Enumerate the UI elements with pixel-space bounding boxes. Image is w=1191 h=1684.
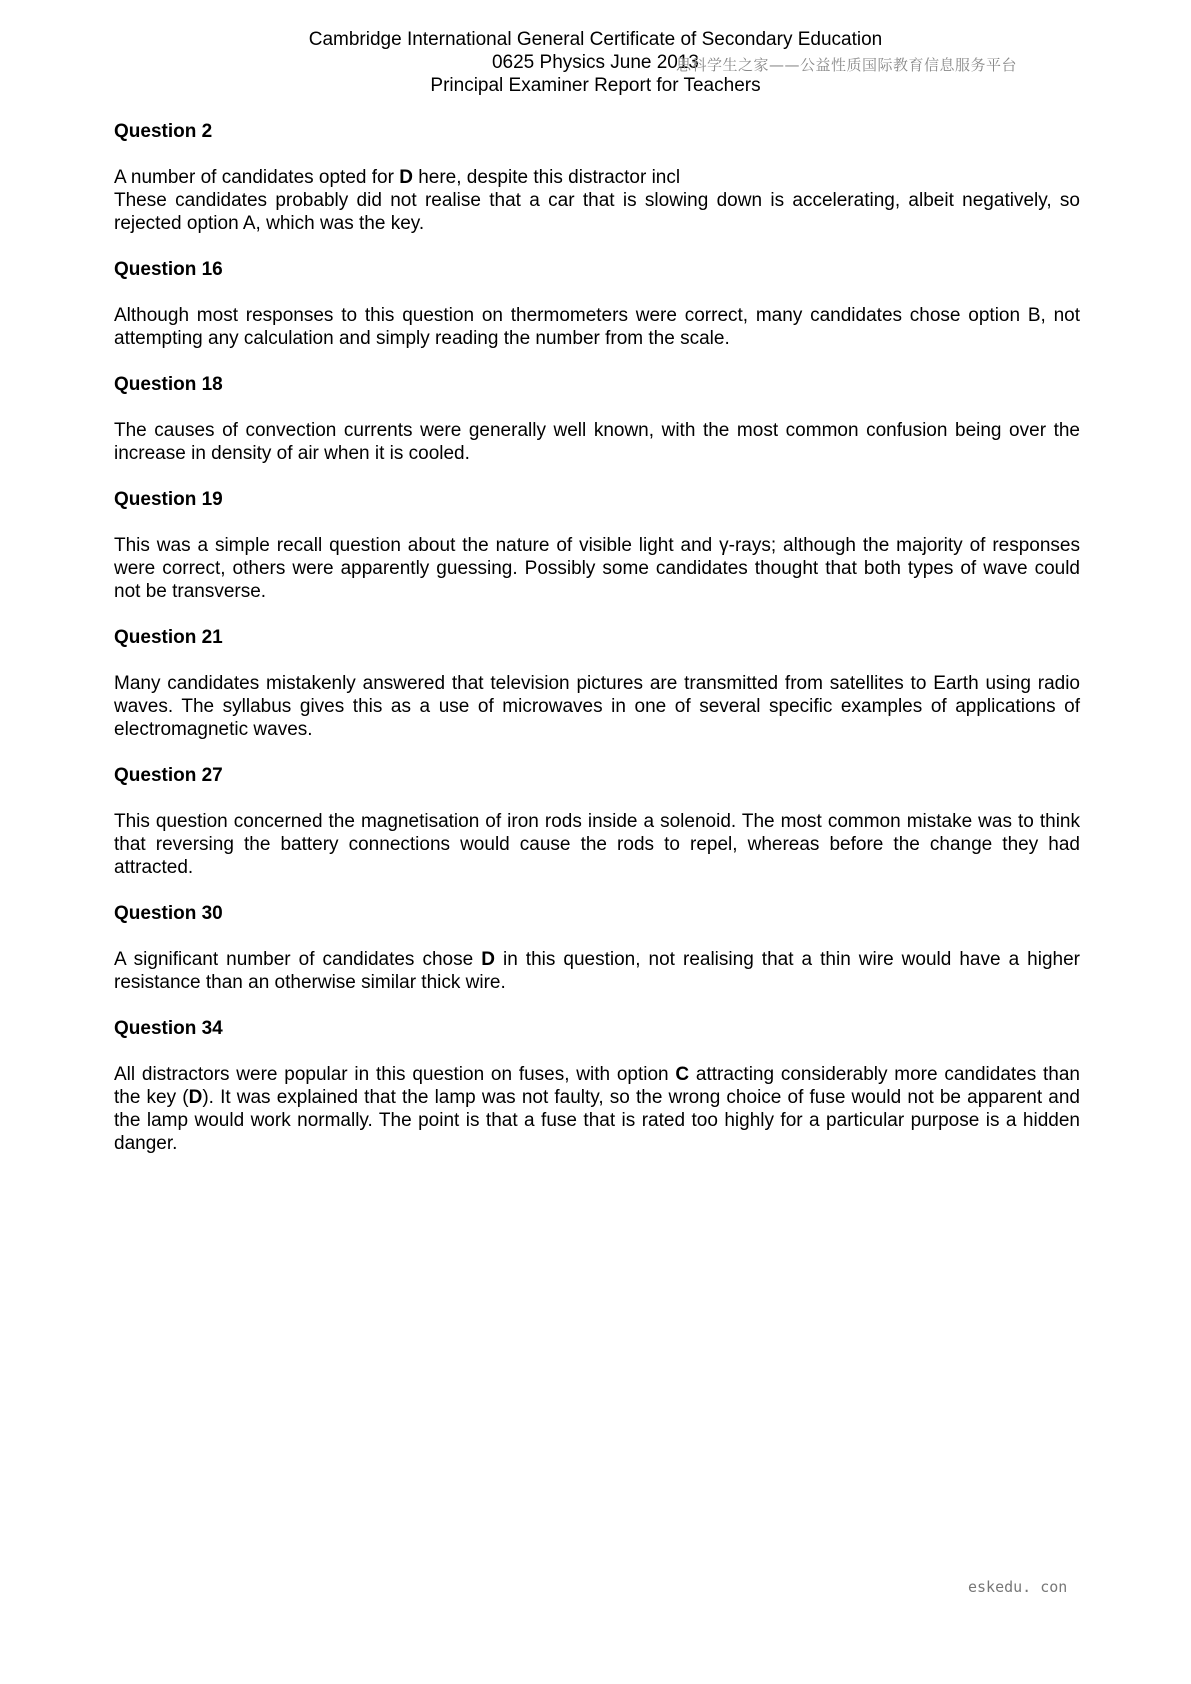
question-title: Question 19: [114, 489, 223, 510]
question-text: Many candidates mistakenly answered that television pictures are transmitted from satellites to Earth using radio waves. The syllabus gives this as a use of microwaves in one of several specific examples of applications of electromagnetic waves.: [114, 673, 1080, 740]
report-content: [114, 120, 1080, 1178]
question-text: This question concerned the magnetisation of iron rods inside a solenoid. The most common mistake was to think that reversing the battery connections would cause the rods to repel, whereas before the change they had attracted.: [114, 811, 1080, 878]
question-section: [114, 258, 1080, 350]
question-text: This was a simple recall question about the nature of visible light and γ-rays; although the majority of responses were correct, others were apparently guessing. Possibly some candidates thought that both types of wave could not be transverse.: [114, 535, 1080, 602]
question-text: All distractors were popular in this question on fuses, with option C attracting considerably more candidates than the key (D). It was explained that the lamp was not faulty, so the wrong choice of fuse would not be apparent and the lamp would work normally. The point is that a fuse that is rated too highly for a particular purpose is a hidden danger.: [114, 1064, 1081, 1154]
question-title: Question 21: [114, 627, 223, 648]
question-title: Question 2: [114, 121, 213, 142]
question-section: [114, 373, 1080, 465]
question-title: Question 16: [114, 259, 223, 280]
question-section: [114, 488, 1080, 603]
question-section: [114, 626, 1080, 741]
header-line-2: 0625 Physics June 2013: [491, 52, 700, 73]
watermark-top: 思科学生之家——公益性质国际教育信息服务平台: [676, 56, 1018, 74]
question-text: The causes of convection currents were generally well known, with the most common confusion being over the increase in density of air when it is cooled.: [114, 420, 1080, 464]
question-body: [114, 810, 1080, 879]
header-line-1: Cambridge International General Certificate of Secondary Education: [308, 29, 883, 50]
question-section: [114, 764, 1080, 879]
question-section: [114, 1017, 1080, 1155]
footer-watermark: eskedu. con: [968, 1578, 1068, 1596]
question-text: A number of candidates opted for D here, despite this distractor incl: [114, 167, 681, 188]
question-body: [114, 672, 1080, 741]
question-body: [114, 1063, 1080, 1155]
question-title: Question 30: [114, 903, 223, 924]
question-body: [114, 304, 1080, 350]
question-body: [114, 534, 1080, 603]
header-line-3: Principal Examiner Report for Teachers: [430, 75, 761, 96]
question-text: A significant number of candidates chose D in this question, not realising that a thin wire would have a higher resistance than an otherwise similar thick wire.: [114, 949, 1081, 993]
question-title: Question 18: [114, 374, 223, 395]
question-title: Question 34: [114, 1018, 223, 1039]
question-text: Although most responses to this question on thermometers were correct, many candidates chose option B, not attempting any calculation and simply reading the number from the scale.: [114, 305, 1080, 349]
question-body: [114, 166, 1080, 235]
question-section: [114, 120, 1080, 235]
question-body: [114, 948, 1080, 994]
question-section: [114, 902, 1080, 994]
question-title: Question 27: [114, 765, 223, 786]
question-text: These candidates probably did not realise that a car that is slowing down is accelerating, albeit negatively, so rejected option A, which was the key.: [114, 190, 1080, 234]
question-body: [114, 419, 1080, 465]
